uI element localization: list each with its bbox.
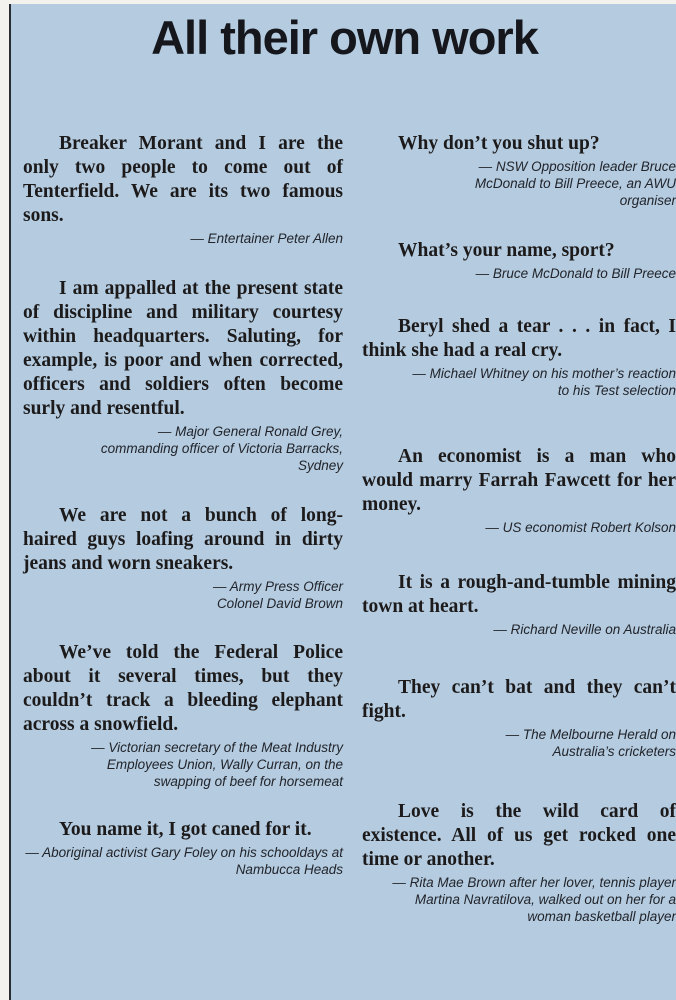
quote-text: You name it, I got caned for it. <box>59 819 312 840</box>
quote-text: Love is the wild card of existence. All of us get rocked one time or another. <box>362 801 676 870</box>
magazine-page <box>9 4 676 1000</box>
quote-attribution: — Victorian secretary of the Meat Industry Employees Union, Wally Curran, on the swapping of beef for horsemeat <box>91 740 343 789</box>
quote-text: It is a rough-and-tumble mining town at heart. <box>362 572 676 617</box>
right-column <box>362 132 676 925</box>
quote-block <box>362 239 676 282</box>
quote-attribution: — Major General Ronald Grey, commanding officer of Victoria Barracks, Sydney <box>100 424 343 473</box>
quote-attribution: — Entertainer Peter Allen <box>190 231 343 246</box>
quote-block <box>362 132 676 209</box>
quote-attribution: — Rita Mae Brown after her lover, tennis player Martina Navratilova, walked out on her for a woman basketball player <box>392 875 676 924</box>
quote-block <box>23 818 343 878</box>
quote-text: They can’t bat and they can’t fight. <box>362 677 676 722</box>
left-column <box>23 132 343 878</box>
quote-block <box>362 800 676 925</box>
quote-attribution: — The Melbourne Herald on Australia’s cricketers <box>505 727 676 759</box>
quote-block <box>362 445 676 536</box>
quote-block <box>362 315 676 399</box>
page-title: All their own work <box>151 11 538 64</box>
quote-attribution: — Bruce McDonald to Bill Preece <box>475 266 676 281</box>
quote-block <box>23 132 343 247</box>
quote-text: What’s your name, sport? <box>398 240 615 261</box>
quote-attribution: — Aboriginal activist Gary Foley on his schooldays at Nambucca Heads <box>25 845 343 877</box>
quote-text: We’ve told the Federal Police about it several times, but they couldn’t track a bleeding elephant across a snowfield. <box>23 642 343 735</box>
quote-attribution: — Michael Whitney on his mother’s reaction to his Test selection <box>412 366 676 398</box>
quote-text: We are not a bunch of long-haired guys loafing around in dirty jeans and worn sneakers. <box>23 505 343 574</box>
quote-text: I am appalled at the present state of discipline and military courtesy within headquarters. Saluting, for example, is poor and when corrected, officers and soldiers often become surly and resentful. <box>23 278 343 419</box>
quote-block <box>23 641 343 790</box>
quote-text: Breaker Morant and I are the only two people to come out of Tenterfield. We are its two famous sons. <box>23 133 343 226</box>
quote-attribution: — Army Press Officer Colonel David Brown <box>212 579 343 611</box>
quote-text: Why don’t you shut up? <box>398 133 600 154</box>
quote-text: Beryl shed a tear . . . in fact, I think she had a real cry. <box>362 316 676 361</box>
quote-block <box>362 571 676 638</box>
quote-attribution: — Richard Neville on Australia <box>493 622 676 637</box>
quote-block <box>362 676 676 760</box>
quote-attribution: — NSW Opposition leader Bruce McDonald to Bill Preece, an AWU organiser <box>474 159 676 208</box>
quote-block <box>23 504 343 612</box>
quote-text: An economist is a man who would marry Farrah Fawcett for her money. <box>362 446 676 515</box>
quote-block <box>23 277 343 474</box>
quote-attribution: — US economist Robert Kolson <box>485 520 676 535</box>
